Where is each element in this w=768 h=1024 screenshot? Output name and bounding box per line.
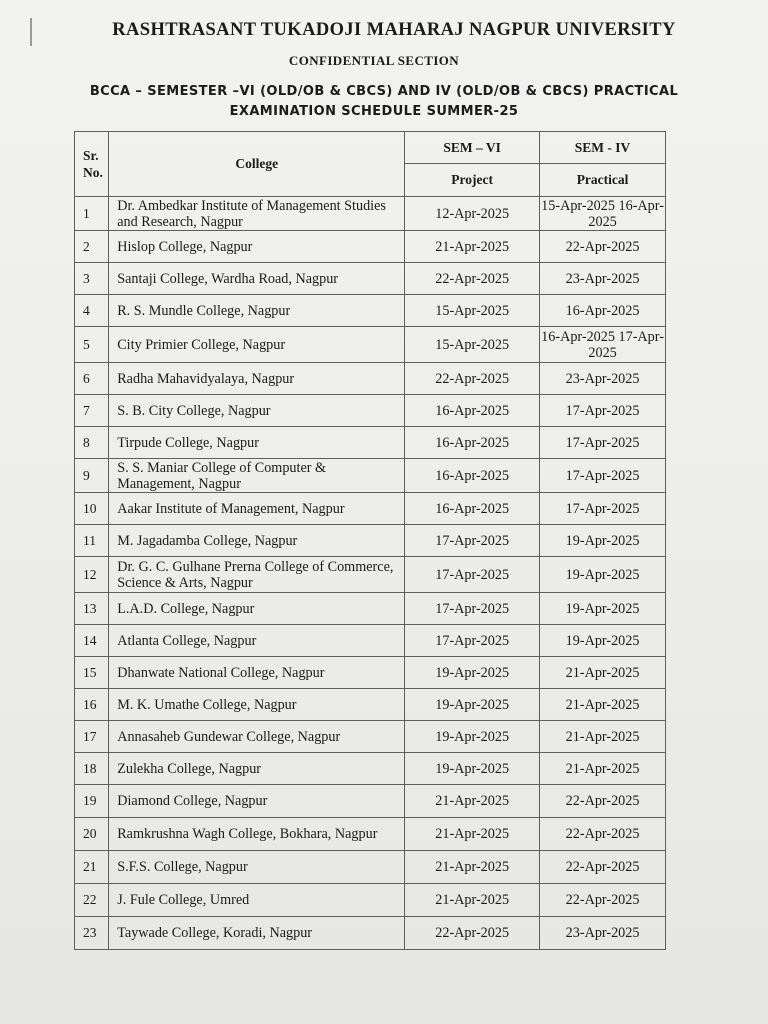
row-college: S. B. City College, Nagpur (109, 395, 405, 427)
row-sem-vi-date: 19-Apr-2025 (405, 657, 540, 689)
row-sem-vi-date: 19-Apr-2025 (405, 689, 540, 721)
row-sem-vi-date: 17-Apr-2025 (405, 557, 540, 593)
row-sem-iv-date: 17-Apr-2025 (540, 459, 666, 493)
table-row (75, 851, 666, 884)
row-sr-no: 6 (75, 363, 109, 395)
row-sr-no: 17 (75, 721, 109, 753)
table-row (75, 625, 666, 657)
row-college: Radha Mahavidyalaya, Nagpur (109, 363, 405, 395)
row-sem-vi-date: 17-Apr-2025 (405, 525, 540, 557)
row-sem-iv-date: 21-Apr-2025 (540, 689, 666, 721)
section-title: CONFIDENTIAL SECTION (288, 53, 460, 68)
table-row (75, 557, 666, 593)
row-college: Diamond College, Nagpur (109, 785, 405, 818)
row-sr-no: 4 (75, 295, 109, 327)
table-row (75, 657, 666, 689)
row-sr-no: 18 (75, 753, 109, 785)
row-sem-iv-date: 21-Apr-2025 (540, 657, 666, 689)
table-row (75, 818, 666, 851)
row-sr-no: 2 (75, 231, 109, 263)
row-sem-iv-date: 22-Apr-2025 (540, 884, 666, 917)
table-row (75, 295, 666, 327)
row-sem-vi-date: 22-Apr-2025 (405, 363, 540, 395)
row-college: M. K. Umathe College, Nagpur (109, 689, 405, 721)
row-college: Tirpude College, Nagpur (109, 427, 405, 459)
row-sr-no: 23 (75, 917, 109, 950)
header-college: College (109, 132, 405, 197)
row-sem-iv-date: 17-Apr-2025 (540, 427, 666, 459)
row-sem-vi-date: 16-Apr-2025 (405, 427, 540, 459)
table-row (75, 363, 666, 395)
table-row (75, 395, 666, 427)
row-sem-iv-date: 22-Apr-2025 (540, 818, 666, 851)
header-project: Project (405, 164, 540, 197)
table-row (75, 525, 666, 557)
table-row (75, 753, 666, 785)
schedule-subtitle-line2: EXAMINATION SCHEDULE SUMMER-25 (229, 104, 519, 119)
row-sr-no: 10 (75, 493, 109, 525)
row-sr-no: 7 (75, 395, 109, 427)
row-sem-vi-date: 21-Apr-2025 (405, 884, 540, 917)
row-college: Dr. G. C. Gulhane Prerna College of Commerce, Science & Arts, Nagpur (109, 557, 405, 593)
row-college: Annasaheb Gundewar College, Nagpur (109, 721, 405, 753)
row-sr-no: 20 (75, 818, 109, 851)
table-row (75, 593, 666, 625)
row-college: S. S. Maniar College of Computer & Management, Nagpur (109, 459, 405, 493)
row-college: M. Jagadamba College, Nagpur (109, 525, 405, 557)
row-sr-no: 14 (75, 625, 109, 657)
row-sr-no: 5 (75, 327, 109, 363)
table-row (75, 493, 666, 525)
row-sr-no: 9 (75, 459, 109, 493)
table-row (75, 327, 666, 363)
row-sem-vi-date: 17-Apr-2025 (405, 625, 540, 657)
row-sem-vi-date: 16-Apr-2025 (405, 493, 540, 525)
row-sem-vi-date: 21-Apr-2025 (405, 818, 540, 851)
header-sem-vi: SEM – VI (405, 132, 540, 164)
row-sem-iv-date: 23-Apr-2025 (540, 917, 666, 950)
table-row (75, 197, 666, 231)
header-practical: Practical (540, 164, 666, 197)
row-college: L.A.D. College, Nagpur (109, 593, 405, 625)
row-sem-vi-date: 16-Apr-2025 (405, 459, 540, 493)
row-sem-iv-date: 19-Apr-2025 (540, 593, 666, 625)
row-college: Ramkrushna Wagh College, Bokhara, Nagpur (109, 818, 405, 851)
row-sem-vi-date: 16-Apr-2025 (405, 395, 540, 427)
row-college: Zulekha College, Nagpur (109, 753, 405, 785)
row-sem-iv-date: 23-Apr-2025 (540, 363, 666, 395)
row-sem-vi-date: 21-Apr-2025 (405, 785, 540, 818)
row-sem-iv-date: 19-Apr-2025 (540, 625, 666, 657)
table-row (75, 785, 666, 818)
row-college: City Primier College, Nagpur (109, 327, 405, 363)
table-row (75, 427, 666, 459)
schedule-table (74, 131, 666, 950)
header-sr-no: Sr. No. (75, 132, 109, 197)
row-sem-iv-date: 22-Apr-2025 (540, 851, 666, 884)
row-sem-iv-date: 19-Apr-2025 (540, 557, 666, 593)
row-sem-vi-date: 22-Apr-2025 (405, 917, 540, 950)
row-sr-no: 16 (75, 689, 109, 721)
row-sr-no: 21 (75, 851, 109, 884)
row-college: Atlanta College, Nagpur (109, 625, 405, 657)
table-row (75, 884, 666, 917)
row-sr-no: 15 (75, 657, 109, 689)
row-sem-iv-date: 16-Apr-2025 (540, 295, 666, 327)
row-college: Aakar Institute of Management, Nagpur (109, 493, 405, 525)
row-sem-vi-date: 12-Apr-2025 (405, 197, 540, 231)
row-sr-no: 12 (75, 557, 109, 593)
row-sem-iv-date: 23-Apr-2025 (540, 263, 666, 295)
table-row (75, 263, 666, 295)
row-college: R. S. Mundle College, Nagpur (109, 295, 405, 327)
row-sem-vi-date: 15-Apr-2025 (405, 295, 540, 327)
row-college: Dhanwate National College, Nagpur (109, 657, 405, 689)
row-sem-iv-date: 21-Apr-2025 (540, 721, 666, 753)
table-row (75, 917, 666, 950)
row-sem-vi-date: 19-Apr-2025 (405, 721, 540, 753)
header-sem-iv: SEM - IV (540, 132, 666, 164)
row-sem-vi-date: 21-Apr-2025 (405, 231, 540, 263)
row-sr-no: 3 (75, 263, 109, 295)
row-college: Taywade College, Koradi, Nagpur (109, 917, 405, 950)
row-sem-iv-date: 15-Apr-2025 16-Apr-2025 (541, 197, 664, 230)
row-college: Santaji College, Wardha Road, Nagpur (109, 263, 405, 295)
row-sem-vi-date: 21-Apr-2025 (405, 851, 540, 884)
row-sr-no: 11 (75, 525, 109, 557)
university-title: RASHTRASANT TUKADOJI MAHARAJ NAGPUR UNIVERSITY (112, 20, 676, 40)
row-sr-no: 13 (75, 593, 109, 625)
row-sem-vi-date: 22-Apr-2025 (405, 263, 540, 295)
row-sr-no: 8 (75, 427, 109, 459)
row-sem-iv-date: 16-Apr-2025 17-Apr-2025 (541, 328, 664, 361)
row-college: Dr. Ambedkar Institute of Management Studies and Research, Nagpur (109, 197, 405, 231)
row-sem-vi-date: 17-Apr-2025 (405, 593, 540, 625)
row-college: J. Fule College, Umred (109, 884, 405, 917)
row-college: S.F.S. College, Nagpur (109, 851, 405, 884)
row-college: Hislop College, Nagpur (109, 231, 405, 263)
row-sr-no: 22 (75, 884, 109, 917)
row-sem-iv-date: 21-Apr-2025 (540, 753, 666, 785)
row-sem-iv-date: 17-Apr-2025 (540, 493, 666, 525)
row-sem-iv-date: 19-Apr-2025 (540, 525, 666, 557)
table-row (75, 721, 666, 753)
table-row (75, 459, 666, 493)
row-sem-iv-date: 22-Apr-2025 (540, 785, 666, 818)
table-row (75, 689, 666, 721)
row-sr-no: 1 (75, 197, 109, 231)
schedule-subtitle-line1: BCCA – SEMESTER –VI (OLD/OB & CBCS) AND IV (OLD/OB & CBCS) PRACTICAL (89, 84, 679, 99)
row-sem-vi-date: 19-Apr-2025 (405, 753, 540, 785)
row-sr-no: 19 (75, 785, 109, 818)
row-sem-vi-date: 15-Apr-2025 (405, 327, 540, 363)
row-sem-iv-date: 22-Apr-2025 (540, 231, 666, 263)
schedule-rows (75, 197, 666, 950)
table-row (75, 231, 666, 263)
row-sem-iv-date: 17-Apr-2025 (540, 395, 666, 427)
